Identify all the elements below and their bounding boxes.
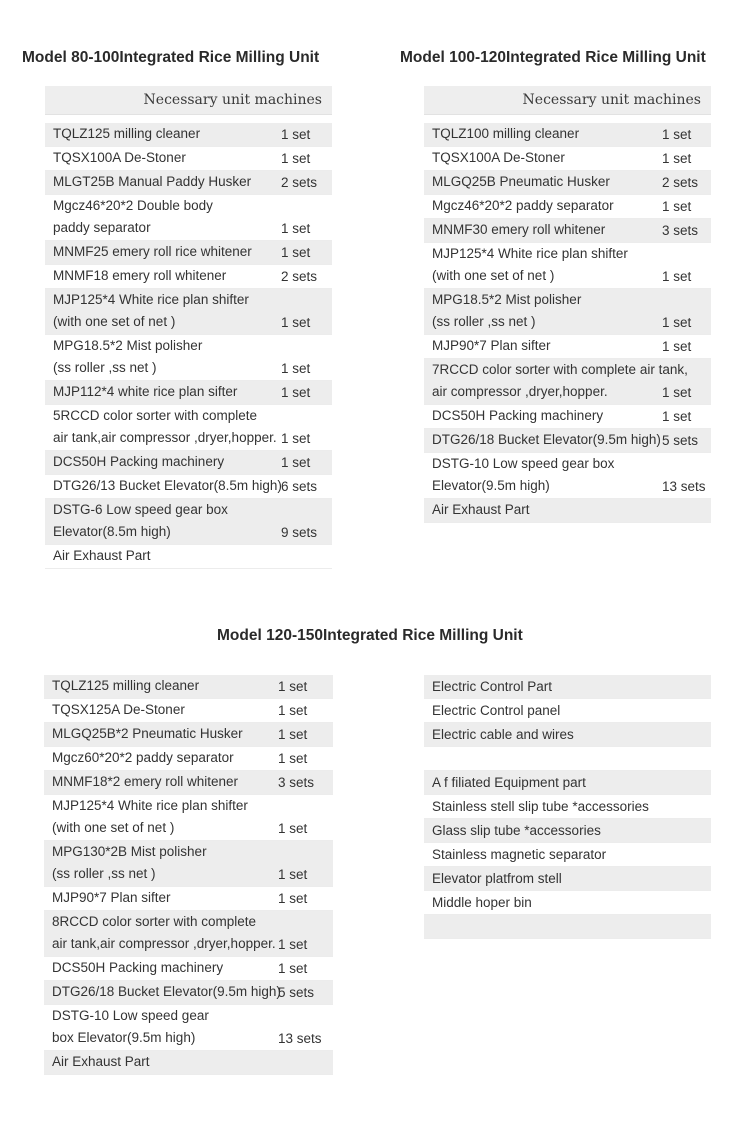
- model-120-row: [44, 911, 333, 957]
- extra-part-name: Elevator platfrom stell: [432, 871, 562, 886]
- model-120-item-name: (ss roller ,ss net ): [52, 866, 156, 881]
- model-120-table: [44, 675, 333, 1075]
- model-100-row: [424, 289, 711, 335]
- model-100-item-name: DCS50H Packing machinery: [432, 408, 604, 423]
- extra-part-row: [424, 675, 711, 699]
- model-80-row: [45, 451, 332, 475]
- model-120-row: [44, 747, 333, 771]
- model-100-row: [424, 195, 711, 219]
- model-100-item-qty: 1 set: [662, 385, 692, 400]
- model-120-item-name: MJP125*4 White rice plan shifter: [52, 798, 248, 813]
- model-120-item-name: Mgcz60*20*2 paddy separator: [52, 750, 234, 765]
- model-120-item-qty: 1 set: [278, 891, 308, 906]
- model-120-row: [44, 771, 333, 795]
- model-100-item-name: MJP90*7 Plan sifter: [432, 338, 551, 353]
- extra-part-name: Electric cable and wires: [432, 727, 574, 742]
- model-100-item-name: air compressor ,dryer,hopper.: [432, 384, 608, 399]
- model-100-row: [424, 171, 711, 195]
- model-80-item-qty: 1 set: [281, 127, 311, 142]
- model-100-row: [424, 405, 711, 429]
- model-100-item-name: (with one set of net ): [432, 268, 555, 283]
- model-80-item-name: MNMF25 emery roll rice whitener: [53, 244, 252, 259]
- model-120-title: Model 120-150Integrated Rice Milling Unit: [217, 627, 523, 644]
- model-80-item-name: TQSX100A De-Stoner: [53, 150, 186, 165]
- model-120-row: [44, 1051, 333, 1075]
- model-100-item-name: 7RCCD color sorter with complete air tank,: [432, 362, 688, 377]
- model-120-item-name: 8RCCD color sorter with complete: [52, 914, 257, 929]
- model-80-item-qty: 1 set: [281, 431, 311, 446]
- model-120-item-name: (with one set of net ): [52, 820, 175, 835]
- model-80-item-name: DTG26/13 Bucket Elevator(8.5m high): [53, 478, 282, 493]
- model-100-item-qty: 5 sets: [662, 433, 699, 448]
- model-80-row: [45, 171, 332, 195]
- model-100-row: [424, 359, 711, 405]
- model-100-item-qty: 13 sets: [662, 479, 706, 494]
- model-80-row: [45, 123, 332, 147]
- extra-part-name: Stainless magnetic separator: [432, 847, 607, 862]
- model-120-item-name: Air Exhaust Part: [52, 1054, 150, 1069]
- model-80-row: [45, 381, 332, 405]
- model-80-item-name: Air Exhaust Part: [53, 548, 151, 563]
- model-100-row: [424, 453, 711, 499]
- model-100-header: [424, 86, 711, 115]
- model-80-item-name: (with one set of net ): [53, 314, 176, 329]
- model-80-row: [45, 265, 332, 289]
- model-80-item-qty: 1 set: [281, 361, 311, 376]
- model-80-item-name: MLGT25B Manual Paddy Husker: [53, 174, 252, 189]
- model-100-item-qty: 1 set: [662, 315, 692, 330]
- model-100-item-qty: 3 sets: [662, 223, 699, 238]
- model-120-item-name: MLGQ25B*2 Pneumatic Husker: [52, 726, 243, 741]
- model-80-item-name: TQLZ125 milling cleaner: [53, 126, 201, 141]
- model-120-extra-table: [424, 675, 711, 939]
- model-80-item-name: MPG18.5*2 Mist polisher: [53, 338, 203, 353]
- model-120-row: [44, 981, 333, 1005]
- model-100-item-name: DTG26/18 Bucket Elevator(9.5m high): [432, 432, 661, 447]
- model-100-row: [424, 243, 711, 289]
- extra-part-row: [424, 795, 711, 819]
- model-100-item-name: TQLZ100 milling cleaner: [432, 126, 580, 141]
- model-100-item-qty: 1 set: [662, 199, 692, 214]
- model-100-item-name: TQSX100A De-Stoner: [432, 150, 565, 165]
- model-100-item-qty: 1 set: [662, 127, 692, 142]
- extra-part-row: [424, 699, 711, 723]
- model-120-item-name: DCS50H Packing machinery: [52, 960, 224, 975]
- model-120-item-name: MJP90*7 Plan sifter: [52, 890, 171, 905]
- model-80-item-name: MNMF18 emery roll whitener: [53, 268, 227, 283]
- extra-part-row: [424, 819, 711, 843]
- model-100-row: [424, 429, 711, 453]
- model-80-item-qty: 1 set: [281, 245, 311, 260]
- model-80-row: [45, 147, 332, 171]
- model-120-row: [44, 723, 333, 747]
- model-120-item-name: MPG130*2B Mist polisher: [52, 844, 207, 859]
- model-120-item-qty: 13 sets: [278, 1031, 322, 1046]
- extra-part-row: [424, 867, 711, 891]
- extra-part-row: [424, 915, 711, 939]
- model-120-item-name: MNMF18*2 emery roll whitener: [52, 774, 239, 789]
- model-120-item-qty: 1 set: [278, 821, 308, 836]
- model-100-row: [424, 335, 711, 359]
- model-100-item-qty: 2 sets: [662, 175, 699, 190]
- model-80-item-qty: 1 set: [281, 455, 311, 470]
- model-80-item-qty: 1 set: [281, 385, 311, 400]
- model-100-row: [424, 147, 711, 171]
- model-80-table: [45, 86, 332, 569]
- model-120-row: [44, 1005, 333, 1051]
- model-80-row: [45, 289, 332, 335]
- model-100-item-name: Air Exhaust Part: [432, 502, 530, 517]
- model-120-item-name: air tank,air compressor ,dryer,hopper.: [52, 936, 276, 951]
- model-120-row: [44, 795, 333, 841]
- model-80-item-name: Mgcz46*20*2 Double body: [53, 198, 213, 213]
- model-100-item-qty: 1 set: [662, 151, 692, 166]
- model-120-item-qty: 3 sets: [278, 775, 315, 790]
- model-100-item-name: DSTG-10 Low speed gear box: [432, 456, 615, 471]
- model-80-row: [45, 405, 332, 451]
- model-80-item-qty: 6 sets: [281, 479, 318, 494]
- model-100-item-name: MPG18.5*2 Mist polisher: [432, 292, 582, 307]
- model-120-row: [44, 699, 333, 723]
- model-80-row: [45, 241, 332, 265]
- model-80-item-name: MJP112*4 white rice plan sifter: [53, 384, 238, 399]
- model-100-title: Model 100-120Integrated Rice Milling Unit: [400, 49, 706, 66]
- extra-part-name: Stainless stell slip tube *accessories: [432, 799, 649, 814]
- model-80-header: [45, 86, 332, 115]
- model-80-header-label: Necessary unit machines: [143, 92, 322, 108]
- model-120-item-name: TQSX125A De-Stoner: [52, 702, 185, 717]
- extra-part-name: Middle hoper bin: [432, 895, 532, 910]
- model-80-item-name: DSTG-6 Low speed gear box: [53, 502, 228, 517]
- extra-part-row: [424, 771, 711, 795]
- model-100-item-qty: 1 set: [662, 409, 692, 424]
- extra-part-name: A f filiated Equipment part: [432, 775, 586, 790]
- model-100-item-name: (ss roller ,ss net ): [432, 314, 536, 329]
- model-80-row: [45, 545, 332, 569]
- extra-part-row: [424, 747, 711, 771]
- extra-part-name: Glass slip tube *accessories: [432, 823, 601, 838]
- model-100-row: [424, 219, 711, 243]
- model-100-item-name: MLGQ25B Pneumatic Husker: [432, 174, 610, 189]
- model-120-row: [44, 675, 333, 699]
- extra-part-row: [424, 843, 711, 867]
- model-120-item-name: box Elevator(9.5m high): [52, 1030, 196, 1045]
- model-80-item-name: paddy separator: [53, 220, 151, 235]
- model-120-row: [44, 957, 333, 981]
- model-100-item-name: MNMF30 emery roll whitener: [432, 222, 606, 237]
- extra-part-name: Electric Control panel: [432, 703, 561, 718]
- model-80-item-qty: 2 sets: [281, 175, 318, 190]
- model-80-item-name: (ss roller ,ss net ): [53, 360, 157, 375]
- model-100-item-qty: 1 set: [662, 339, 692, 354]
- model-80-item-name: air tank,air compressor ,dryer,hopper.: [53, 430, 277, 445]
- model-80-row: [45, 195, 332, 241]
- model-100-item-name: Elevator(9.5m high): [432, 478, 550, 493]
- model-80-item-name: Elevator(8.5m high): [53, 524, 171, 539]
- model-120-item-qty: 5 sets: [278, 985, 315, 1000]
- model-120-item-qty: 1 set: [278, 961, 308, 976]
- model-120-item-qty: 1 set: [278, 937, 308, 952]
- model-80-item-name: 5RCCD color sorter with complete: [53, 408, 258, 423]
- model-80-title: Model 80-100Integrated Rice Milling Unit: [22, 49, 320, 66]
- model-100-table: [424, 86, 711, 523]
- model-120-item-name: DTG26/18 Bucket Elevator(9.5m high): [52, 984, 281, 999]
- model-100-item-name: MJP125*4 White rice plan shifter: [432, 246, 628, 261]
- model-120-item-qty: 1 set: [278, 703, 308, 718]
- model-80-item-qty: 1 set: [281, 315, 311, 330]
- model-120-item-qty: 1 set: [278, 751, 308, 766]
- model-100-header-label: Necessary unit machines: [522, 92, 701, 108]
- extra-part-row: [424, 723, 711, 747]
- model-80-item-qty: 1 set: [281, 151, 311, 166]
- model-120-row: [44, 841, 333, 887]
- model-80-item-qty: 1 set: [281, 221, 311, 236]
- model-100-row: [424, 123, 711, 147]
- model-80-row: [45, 499, 332, 545]
- model-120-item-name: TQLZ125 milling cleaner: [52, 678, 200, 693]
- model-100-item-name: Mgcz46*20*2 paddy separator: [432, 198, 614, 213]
- model-120-item-qty: 1 set: [278, 679, 308, 694]
- extra-part-name: Electric Control Part: [432, 679, 553, 694]
- model-80-item-qty: 2 sets: [281, 269, 318, 284]
- model-80-row: [45, 335, 332, 381]
- model-80-item-name: DCS50H Packing machinery: [53, 454, 225, 469]
- model-100-item-qty: 1 set: [662, 269, 692, 284]
- model-120-item-qty: 1 set: [278, 867, 308, 882]
- model-120-row: [44, 887, 333, 911]
- model-80-item-name: MJP125*4 White rice plan shifter: [53, 292, 249, 307]
- model-120-item-qty: 1 set: [278, 727, 308, 742]
- model-100-row: [424, 499, 711, 523]
- model-120-item-name: DSTG-10 Low speed gear: [52, 1008, 209, 1023]
- model-80-row: [45, 475, 332, 499]
- extra-part-row: [424, 891, 711, 915]
- model-80-item-qty: 9 sets: [281, 525, 318, 540]
